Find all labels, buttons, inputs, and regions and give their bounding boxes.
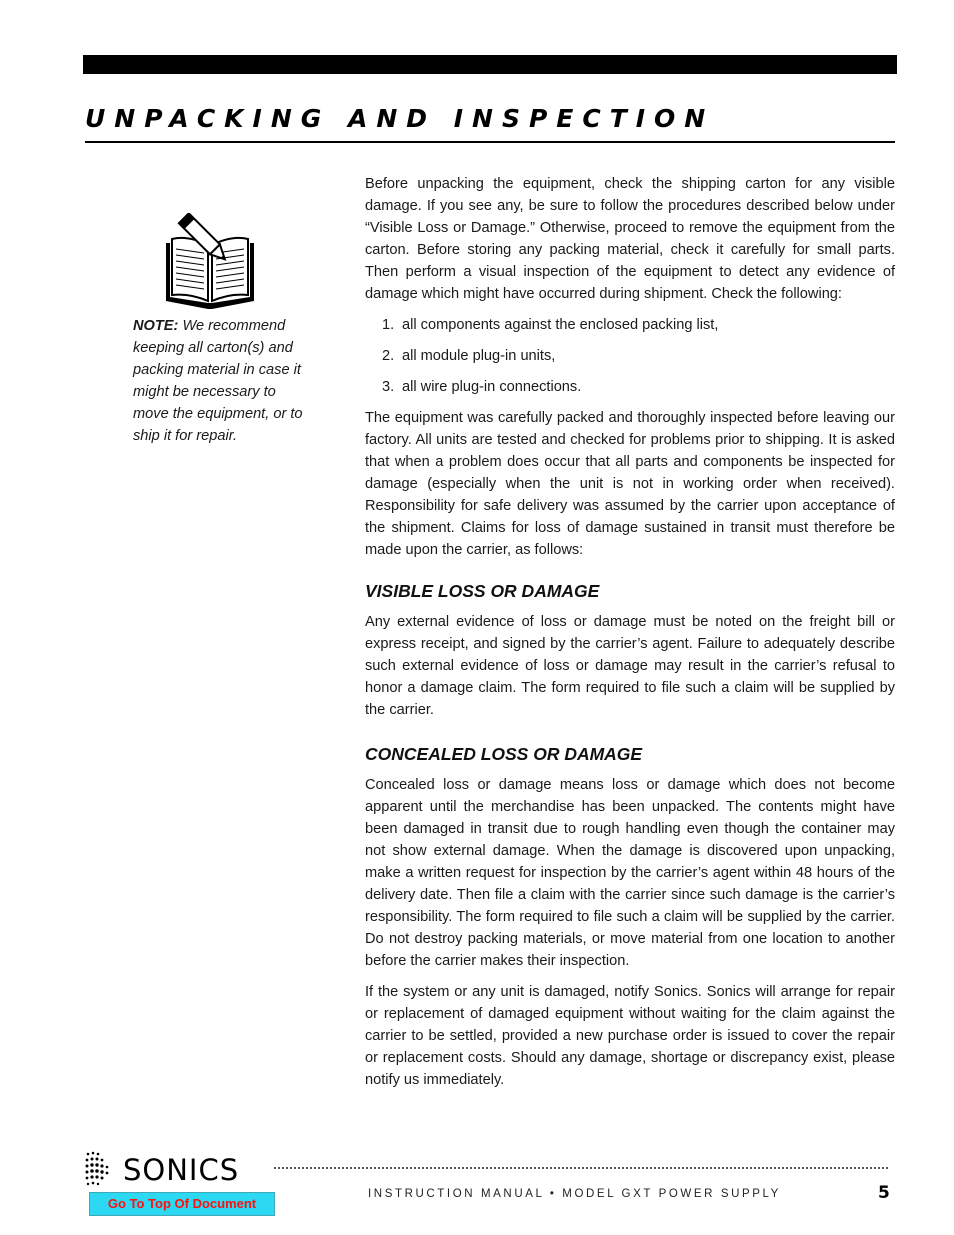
note-label: NOTE: (133, 318, 179, 334)
list-item-text: all module plug-in units, (402, 348, 556, 364)
concealed-loss-heading: CONCEALED LOSS OR DAMAGE (365, 744, 643, 764)
sonics-logo-mark-icon (84, 1150, 110, 1190)
page-number: 5 (878, 1183, 890, 1203)
concealed-loss-paragraph: Concealed loss or damage means loss or damage which does not become apparent until the merchandise has been unpacked. The contents might have been damaged in transit due to rough handling even though the container may not show external damage. When the damage is discovered upon unpacking, make a written request for inspection by the carrier’s agent within 48 hours of the delivery date. Then file a claim with the carrier since such damage is the carrier’s responsibility. The form required to file such a claim will be supplied by the carrier. Do not destroy packing materials, or move material from one location to another before the carrier makes their inspection. (365, 777, 895, 969)
note-text (133, 315, 315, 447)
list-item (382, 376, 895, 398)
intro-paragraph: Before unpacking the equipment, check the shipping carton for any visible damage. If you see any, be sure to follow the procedures described below under “Visible Loss or Damage.” Otherwise, proceed to remove the equipment from the carton. Before storing any packing material, check it carefully for small parts. Then perform a visual inspection of the equipment to detect any evidence of damage which might have occurred during shipment. Check the following: (365, 176, 895, 302)
page-title: UNPACKING AND INSPECTION (85, 104, 715, 133)
list-item-number: 2. (382, 348, 395, 364)
title-rule (85, 141, 895, 143)
list-item (382, 345, 895, 367)
list-item (382, 314, 895, 336)
open-book-pencil-icon (160, 213, 262, 311)
list-item-number: 1. (382, 317, 395, 333)
inspection-checklist (365, 314, 895, 398)
list-item-number: 3. (382, 379, 395, 395)
notify-paragraph: If the system or any unit is damaged, notify Sonics. Sonics will arrange for repair or replacement of damaged equipment without waiting for the claim against the carrier to be settled, provided a new purchase order is issued to cover the repair or replacement costs. Should any damage, shortage or discrepancy exist, please notify us immediately. (365, 984, 895, 1088)
footer-manual-title: INSTRUCTION MANUAL • MODEL GXT POWER SUPPLY (368, 1188, 781, 1200)
list-item-text: all wire plug-in connections. (402, 379, 582, 395)
sonics-logo (84, 1150, 269, 1190)
go-to-top-button[interactable]: Go To Top Of Document (89, 1192, 275, 1216)
shipping-paragraph: The equipment was carefully packed and thoroughly inspected before leaving our factory. All units are tested and checked for problems prior to shipping. It is asked that when a problem does occur that all parts and components be inspected for damage (especially when the unit is not in working order when received). Responsibility for safe delivery was assumed by the carrier upon acceptance of the shipment. Claims for loss of damage sustained in transit must therefore be made upon the carrier, as follows: (365, 410, 895, 558)
main-content (365, 173, 895, 1091)
list-item-text: all components against the enclosed packing list, (402, 317, 719, 333)
footer-dotted-rule (274, 1167, 888, 1169)
header-bar (83, 55, 897, 74)
note-body: We recommend keeping all carton(s) and packing material in case it might be necessary to move the equipment, or to ship it for repair. (133, 318, 303, 444)
logo-wordmark: SONICS (123, 1153, 240, 1187)
visible-loss-heading: VISIBLE LOSS OR DAMAGE (365, 581, 600, 601)
visible-loss-paragraph: Any external evidence of loss or damage must be noted on the freight bill or express receipt, and signed by the carrier’s agent. Failure to adequately describe such external evidence of loss or damage may result in the carrier’s refusal to honor a damage claim. The form required to file such a claim will be supplied by the carrier. (365, 614, 895, 718)
